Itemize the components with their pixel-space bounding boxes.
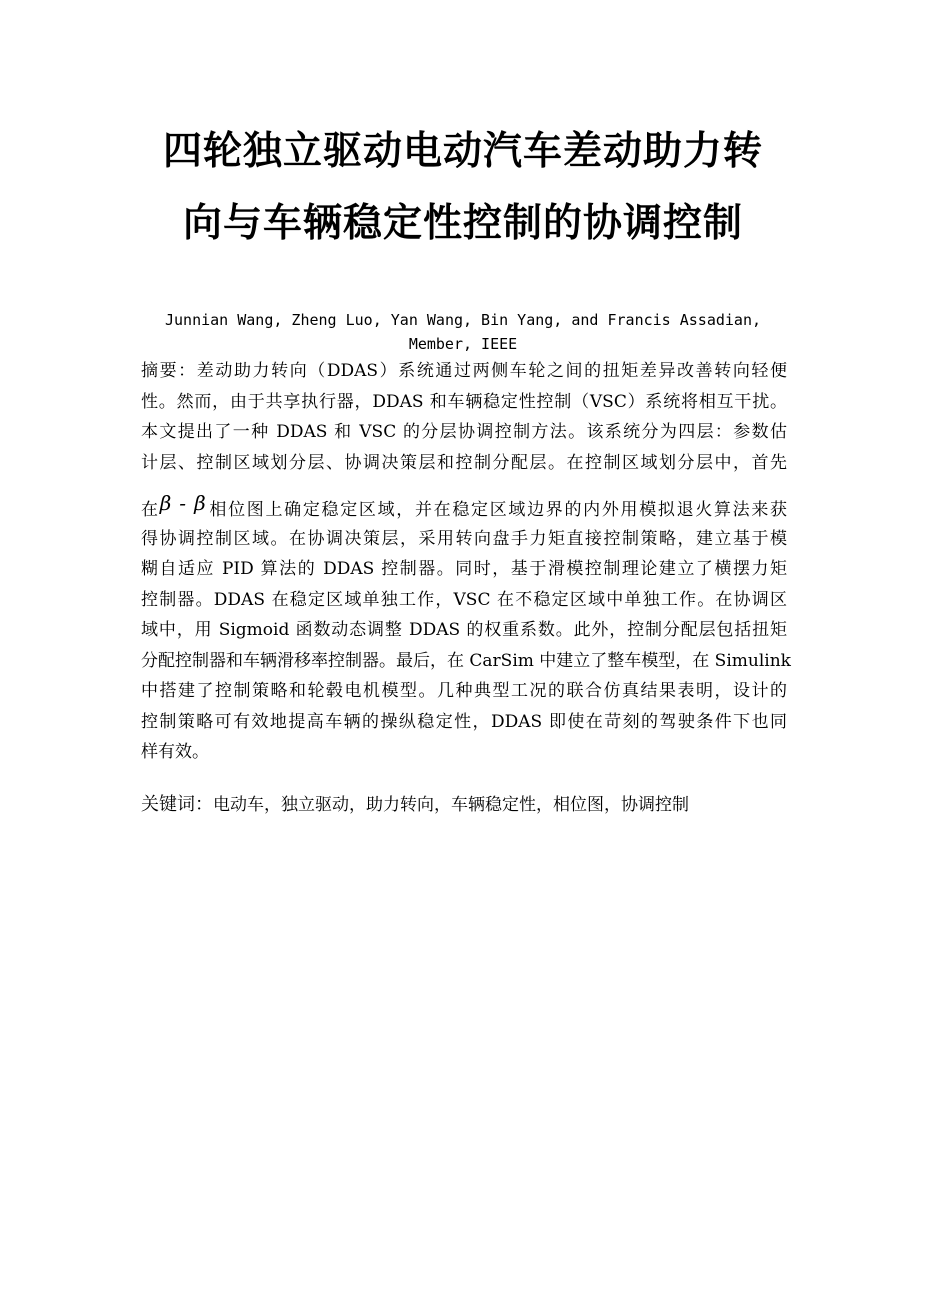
keywords xyxy=(141,790,787,820)
keywords-label: 关键词： xyxy=(141,794,213,815)
abstract-line: 样有效。 xyxy=(141,742,209,762)
abstract-line: 控制器。DDAS 在稳定区域单独工作，VSC 在不稳定区域中单独工作。在协调区 xyxy=(141,589,787,610)
abstract-line: 得协调控制区域。在协调决策层，采用转向盘手力矩直接控制策略，建立基于模 xyxy=(141,528,787,549)
abstract-line: 中搭建了控制策略和轮毂电机模型。几种典型工况的联合仿真结果表明，设计的 xyxy=(141,681,787,701)
title-line-2: 向与车辆稳定性控制的协调控制 xyxy=(182,201,743,246)
abstract-line: 糊自适应 PID 算法的 DDAS 控制器。同时，基于滑模控制理论建立了横摆力矩 xyxy=(141,559,787,579)
abstract-line: 摘要：差动助力转向（DDAS）系统通过两侧车轮之间的扭矩差异改善转向轻便 xyxy=(141,361,787,381)
abstract-line-with-symbol xyxy=(141,493,787,524)
keywords-text: 电动车，独立驱动，助力转向，车辆稳定性，相位图，协调控制 xyxy=(213,795,689,815)
authors-line-1: Junnian Wang, Zheng Luo, Yan Wang, Bin Yang, and Francis Assadian, xyxy=(164,311,762,329)
beta-beta-symbol: β - β xyxy=(159,491,206,515)
abstract xyxy=(141,356,791,768)
abstract-line: 控制策略可有效地提高车辆的操纵稳定性，DDAS 即使在苛刻的驾驶条件下也同 xyxy=(141,711,787,732)
abstract-line: 本文提出了一种 DDAS 和 VSC 的分层协调控制方法。该系统分为四层：参数估 xyxy=(141,422,787,442)
abstract-line: 域中，用 Sigmoid 函数动态调整 DDAS 的权重系数。此外，控制分配层包括扭矩 xyxy=(141,620,787,640)
abstract-line: 计层、控制区域划分层、协调决策层和控制分配层。在控制区域划分层中，首先 xyxy=(141,452,787,473)
authors-line-2: Member, IEEE xyxy=(408,335,518,353)
abstract-text: 相位图上确定稳定区域，并在稳定区域边界的内外用模拟退火算法来获 xyxy=(207,500,788,520)
abstract-line: 分配控制器和车辆滑移率控制器。最后，在 CarSim 中建立了整车模型，在 Simulink xyxy=(141,650,791,671)
author-list xyxy=(140,308,786,356)
abstract-text: 在 xyxy=(141,500,160,520)
abstract-line: 性。然而，由于共享执行器，DDAS 和车辆稳定性控制（VSC）系统将相互干扰。 xyxy=(141,391,787,412)
paper-title xyxy=(100,116,826,260)
title-line-1: 四轮独立驱动电动汽车差动助力转 xyxy=(162,129,763,174)
